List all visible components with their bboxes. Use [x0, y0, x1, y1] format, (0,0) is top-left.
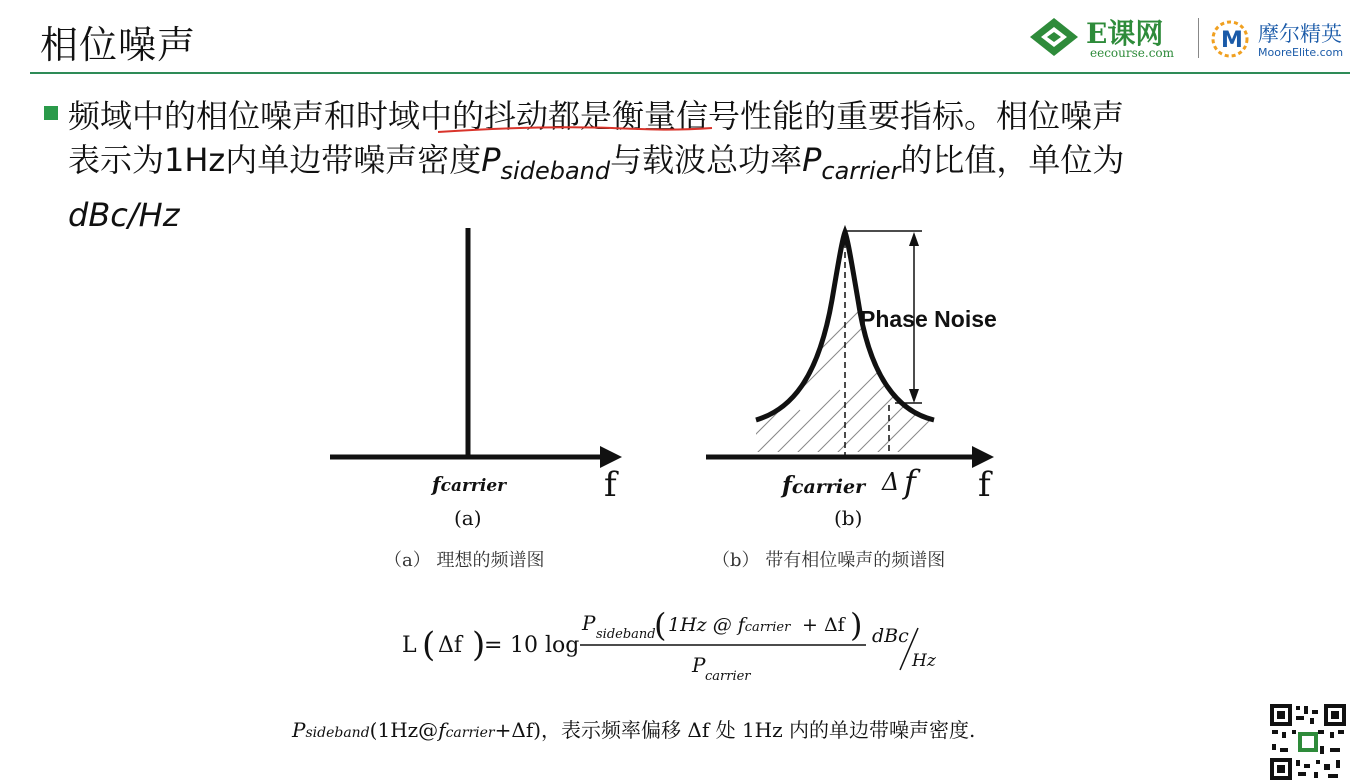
fcarrier-a-sub: carrier: [440, 476, 507, 496]
p-sideband-subscript: sideband: [500, 157, 611, 185]
caption-a: （a） 理想的频谱图: [384, 550, 545, 571]
moore-name: 摩尔精英: [1258, 22, 1342, 46]
formula-num-arg-main: 1Hz @ f: [668, 614, 745, 636]
formula-num-sub: sideband: [596, 627, 656, 642]
fcarrier-b-f: f: [782, 472, 792, 499]
note-p-sub: sideband: [305, 725, 370, 741]
slide-title: 相位噪声: [40, 23, 197, 67]
note-arg-tail: +Δf): [494, 718, 542, 742]
delta-f-symbol: f: [904, 463, 916, 501]
p-sideband-symbol: P: [481, 141, 501, 179]
intro-line-1: 频域中的相位噪声和时域中的抖动都是衡量信号性能的重要指标。相位噪声: [68, 97, 1125, 135]
note-arg-pre: (1Hz@: [369, 718, 439, 742]
formula-unit-bottom: Hz: [912, 651, 936, 671]
formula-rparen: ): [472, 625, 486, 665]
formula-lhs: L: [402, 633, 417, 658]
panel-a-label: (a): [454, 506, 482, 530]
unit-text: dBc/Hz: [68, 196, 180, 234]
formula-lparen: (: [422, 625, 436, 665]
p-carrier-subscript: carrier: [821, 157, 901, 185]
phase-noise-label: Phase Noise: [860, 306, 997, 332]
eecourse-url: eecourse.com: [1090, 46, 1175, 60]
formula-coef: 10 log: [510, 633, 580, 658]
fcarrier-b-sub: carrier: [791, 476, 866, 498]
note-arg-f: f: [438, 718, 446, 742]
panel-b-label: (b): [834, 506, 863, 530]
psideband-note: [292, 714, 975, 743]
formula-num-arg-sub: carrier: [744, 620, 791, 635]
intro-line-2-mid: 与载波总功率: [610, 141, 803, 179]
axis-b-label: f: [978, 465, 991, 505]
note-arg-f-sub: carrier: [445, 725, 495, 741]
formula-num-tail: + Δf: [802, 614, 845, 636]
caption-b: （b） 带有相位噪声的频谱图: [712, 550, 946, 571]
formula-lhs-arg: Δf: [438, 633, 463, 658]
formula-num-p: P: [582, 611, 596, 635]
p-carrier-symbol: P: [802, 141, 822, 179]
formula-num-rparen: ): [850, 606, 863, 644]
moore-logo-mark: M: [1221, 28, 1243, 53]
fcarrier-a-f: f: [432, 472, 441, 496]
formula-equals: =: [484, 633, 503, 658]
delta-symbol: Δ: [882, 468, 900, 496]
formula-unit-top: dBc: [872, 625, 909, 647]
moore-url: MooreElite.com: [1258, 46, 1344, 59]
eecourse-name: E课网: [1086, 17, 1164, 50]
intro-line-2-post: 的比值，单位为: [900, 141, 1125, 179]
note-p: P: [292, 718, 306, 742]
formula-den-p: P: [692, 653, 706, 677]
note-text: ，表示频率偏移 Δf 处 1Hz 内的单边带噪声密度.: [541, 718, 976, 742]
qr-code-icon: [1268, 702, 1348, 782]
formula-num-arg: [668, 614, 791, 636]
formula-den-sub: carrier: [705, 669, 751, 684]
axis-a-label: f: [604, 465, 617, 505]
formula-num-lparen: (: [654, 606, 667, 644]
intro-line-2-pre: 表示为1Hz内单边带噪声密度: [68, 141, 482, 179]
